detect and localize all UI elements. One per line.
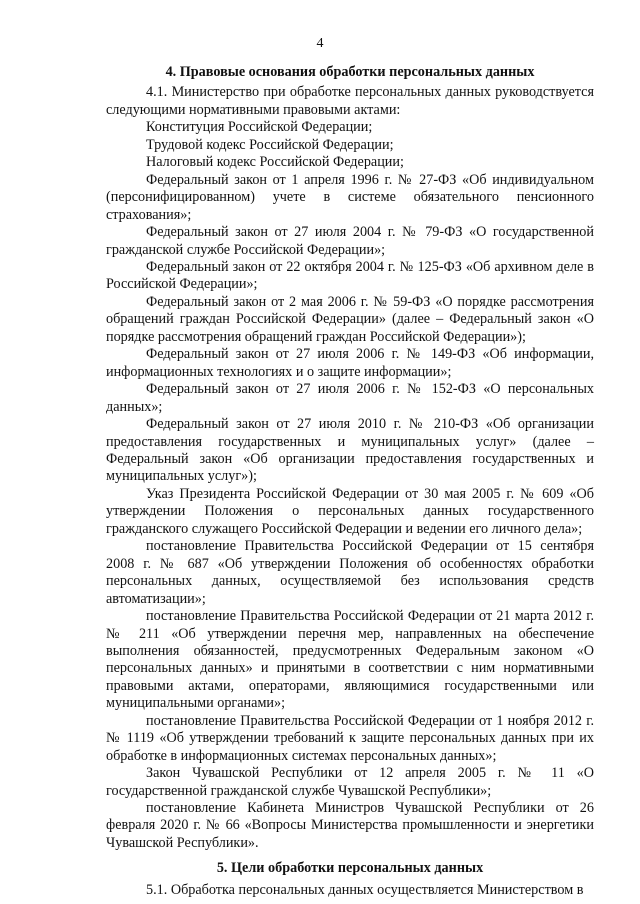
list-item: Закон Чувашской Республики от 12 апреля 2005 г. № 11 «О государственной гражданской службе Чувашской Республики»; (106, 765, 594, 799)
list-item: Федеральный закон от 2 мая 2006 г. № 59-ФЗ «О порядке рассмотрения обращений граждан Российской Федерации» (далее – Федеральный закон «О порядке рассмотрения обращений граждан Российской Федерации»); (106, 293, 594, 345)
list-item: Налоговый кодекс Российской Федерации; (146, 154, 404, 171)
list-item: Федеральный закон от 27 июля 2004 г. № 79-ФЗ «О государственной гражданской службе Российской Федерации»; (106, 224, 594, 258)
document-body (106, 64, 594, 899)
list-item: Федеральный закон от 27 июля 2006 г. № 149-ФЗ «Об информации, информационных технологиях и о защите информации»; (106, 346, 594, 380)
paragraph-5-1: 5.1. Обработка персональных данных осуществляется Министерством в (146, 881, 584, 898)
list-item: постановление Правительства Российской Федерации от 21 марта 2012 г. № 211 «Об утверждении перечня мер, направленных на обеспечение выполнения обязанностей, предусмотренных Федеральным законом «О персональных данных» и принятыми в соответствии с ним нормативными правовыми актами, операторами, являющимися государственными или муниципальными органами»; (106, 608, 594, 712)
list-item: Федеральный закон от 1 апреля 1996 г. № 27-ФЗ «Об индивидуальном (персонифицированном) учете в системе обязательного пенсионного страхования»; (106, 171, 594, 223)
list-item: постановление Правительства Российской Федерации от 1 ноября 2012 г. № 1119 «Об утверждении требований к защите персональных данных при их обработке в информационных системах персональных данных»; (106, 712, 594, 764)
page-number: 4 (316, 36, 324, 51)
list-item: Федеральный закон от 27 июля 2006 г. № 152-ФЗ «О персональных данных»; (106, 381, 594, 415)
list-item: Конституция Российской Федерации; (146, 119, 373, 136)
list-item: Трудовой кодекс Российской Федерации; (146, 136, 394, 153)
list-item: постановление Кабинета Министров Чувашской Республики от 26 февраля 2020 г. № 66 «Вопросы Министерства промышленности и энергетики Чувашской Республики». (106, 800, 594, 851)
list-item: постановление Правительства Российской Федерации от 15 сентября 2008 г. № 687 «Об утверждении Положения об особенностях обработки персональных данных, осуществляемой без использования средств автоматизации»; (106, 538, 594, 607)
paragraph-4-1: 4.1. Министерство при обработке персональных данных руководствуется следующими нормативными правовыми актами: (106, 84, 594, 118)
list-item: Указ Президента Российской Федерации от 30 мая 2005 г. № 609 «Об утверждении Положения о персональных данных государственного гражданского служащего Российской Федерации и ведении его личного дела»; (106, 485, 594, 537)
section-4-heading: 4. Правовые основания обработки персональных данных (165, 64, 535, 80)
list-item: Федеральный закон от 27 июля 2010 г. № 210-ФЗ «Об организации предоставления государственных и муниципальных услуг» (далее – Федеральный закон «Об организации предоставления государственных и муниципальных услуг»); (106, 416, 594, 485)
section-5-heading: 5. Цели обработки персональных данных (216, 860, 484, 877)
list-item: Федеральный закон от 22 октября 2004 г. № 125-ФЗ «Об архивном деле в Российской Федерации»; (106, 258, 594, 293)
